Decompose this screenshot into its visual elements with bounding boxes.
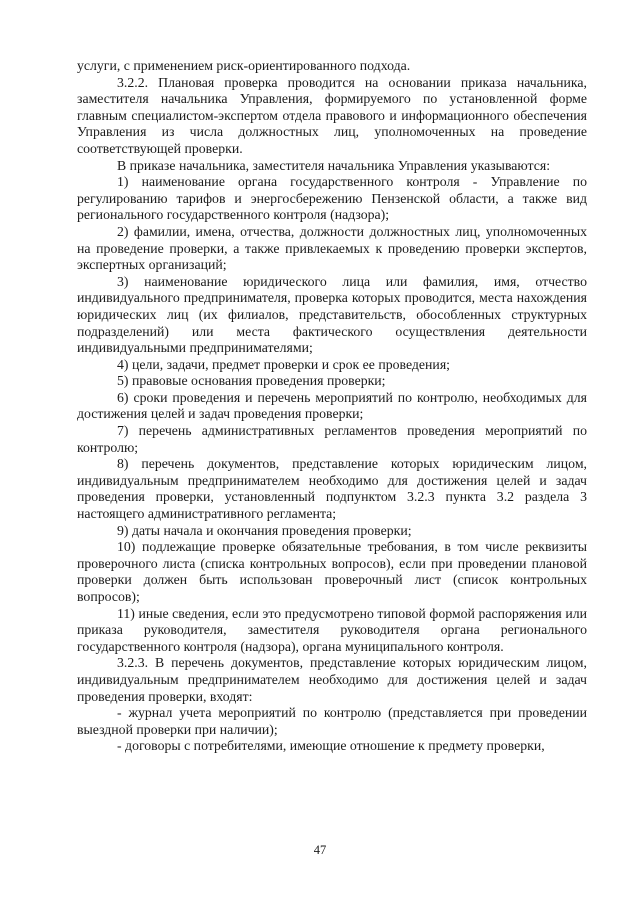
paragraph: В приказе начальника, заместителя начальника Управления указываются: — [117, 157, 551, 173]
paragraph: - журнал учета мероприятий по контролю (представляется при проведении выездной проверки при наличии); — [77, 705, 587, 737]
paragraph: 3) наименование юридического лица или фамилия, имя, отчество индивидуального предпринимателя, проверка которых проводится, места нахождения юридических лиц (их филиалов, представительств, обособленных структурных подразделений) или места фактического осуществления деятельности индивидуальными предпринимателями; — [77, 273, 587, 356]
paragraph: 10) подлежащие проверке обязательные требования, в том числе реквизиты проверочного листа (списка контрольных вопросов), если при проведении плановой проверки должен быть использован проверочный лист (список контрольных вопросов); — [77, 539, 587, 604]
paragraph: 8) перечень документов, представление которых юридическим лицом, индивидуальным предпринимателем необходимо для достижения целей и задач проведения проверки, установленный подпунктом 3.2.3 пункта 3.2 раздела 3 настоящего административного регламента; — [77, 456, 587, 522]
paragraph: 1) наименование органа государственного контроля - Управление по регулированию тарифов и энергосбережению Пензенской области, а также вид регионального государственного контроля (надзора); — [77, 174, 587, 223]
paragraph: 5) правовые основания проведения проверки; — [117, 373, 386, 389]
paragraph: 3.2.3. В перечень документов, представление которых юридическим лицом, индивидуальным предпринимателем необходимо для достижения целей и задач проведения проверки, входят: — [77, 655, 587, 704]
paragraph: 6) сроки проведения и перечень мероприятий по контролю, необходимых для достижения целей и задач проведения проверки; — [77, 389, 587, 422]
paragraph: - договоры с потребителями, имеющие отношение к предмету проверки, — [117, 738, 545, 754]
paragraph: 9) даты начала и окончания проведения проверки; — [117, 522, 412, 538]
document-page — [77, 58, 587, 755]
paragraph: 7) перечень административных регламентов проведения мероприятий по контролю; — [77, 423, 587, 455]
paragraph: 3.2.2. Плановая проверка проводится на основании приказа начальника, заместителя начальника Управления, формируемого по установленной форме главным специалистом-экспертом отдела правового и информационного обеспечения Управления из числа должностных лиц, уполномоченных на проведение соответствующей проверки. — [77, 74, 587, 156]
paragraph: услуги, с применением риск-ориентированного подхода. — [77, 58, 411, 73]
paragraph: 4) цели, задачи, предмет проверки и срок ее проведения; — [117, 356, 450, 372]
page-number: 47 — [313, 843, 327, 857]
paragraph: 2) фамилии, имена, отчества, должности должностных лиц, уполномоченных на проведение проверки, а также привлекаемых к проведению проверки экспертов, экспертных организаций; — [77, 223, 587, 273]
paragraph: 11) иные сведения, если это предусмотрено типовой формой распоряжения или приказа руководителя, заместителя руководителя органа регионального государственного контроля (надзора), органа муниципального контроля. — [77, 605, 587, 654]
